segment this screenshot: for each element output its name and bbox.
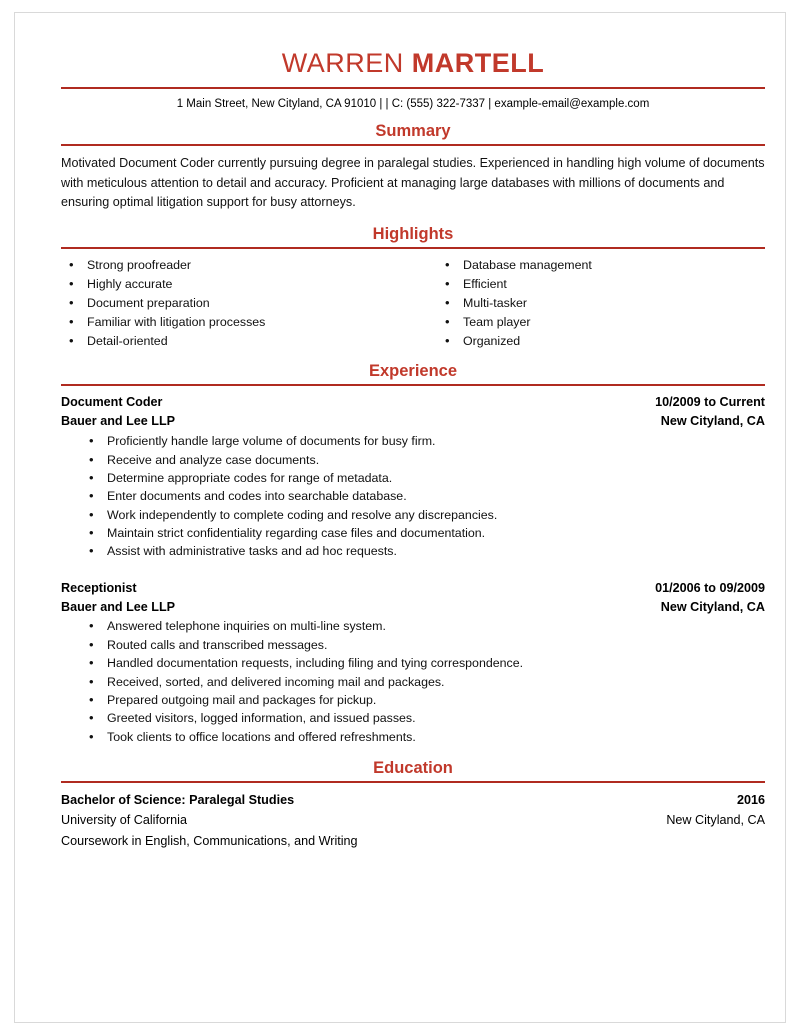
education-degree-label: Bachelor of Science [61,792,182,807]
list-item: • Received, sorted, and delivered incoming mail and packages. [61,674,765,691]
list-item: • Highly accurate [61,276,413,293]
contact-line: 1 Main Street, New Cityland, CA 91010 | | C: (555) 322-7337 | example-email@example.com [176,98,650,111]
section-title-education: Education [373,758,453,777]
resume-content [61,37,765,851]
job-dates: 01/2006 to 09/2009 [655,580,765,595]
job-title: Document Coder [61,395,163,410]
job-location: New Cityland, CA [660,599,765,614]
candidate-last-name: MARTELL [411,48,545,78]
education-spacer [61,747,765,757]
list-item: • Determine appropriate codes for range of metadata. [61,470,765,487]
list-item: • Enter documents and codes into searchable database. [61,488,765,505]
job-company-row [61,412,765,431]
list-item: • Proficiently handle large volume of documents for busy firm. [61,433,765,450]
list-item: • Maintain strict confidentiality regarding case files and documentation. [61,525,765,542]
highlights-right-column [413,257,765,353]
list-item: • Database management [437,257,765,274]
experience-entry [61,572,765,746]
candidate-name [61,37,765,87]
education-degree-field: : Paralegal Studies [181,792,295,807]
education-coursework: Coursework in English, Communications, and Writing [61,833,358,848]
list-item: • Prepared outgoing mail and packages for pickup. [61,692,765,709]
education-location: New Cityland, CA [666,813,765,828]
experience-entry [61,386,765,560]
job-bullet-list [61,616,765,746]
job-dates: 10/2009 to Current [655,395,765,410]
list-item: • Answered telephone inquiries on multi-line system. [61,618,765,635]
job-company: Bauer and Lee LLP [61,599,176,614]
list-item: • Took clients to office locations and offered refreshments. [61,729,765,746]
list-item: • Work independently to complete coding and resolve any discrepancies. [61,507,765,524]
list-item: • Assist with administrative tasks and ad hoc requests. [61,543,765,560]
education-degree-row [61,790,765,810]
job-bullet-list [61,431,765,561]
education-school-row [61,810,765,830]
list-item: • Handled documentation requests, including filing and tying correspondence. [61,655,765,672]
list-item: • Detail-oriented [61,333,413,350]
list-item: • Team player [437,314,765,331]
section-title-experience: Experience [368,362,458,381]
list-item: • Strong proofreader [61,257,413,274]
job-title: Receptionist [61,580,137,595]
education-entry [61,783,765,851]
job-company: Bauer and Lee LLP [61,414,176,429]
highlights-columns [61,249,765,361]
job-company-row [61,598,765,617]
list-item: • Multi-tasker [437,295,765,312]
list-item: • Greeted visitors, logged information, and issued passes. [61,710,765,727]
education-year: 2016 [736,792,765,807]
section-title-summary: Summary [375,122,451,141]
list-item: • Document preparation [61,295,413,312]
candidate-first-name: WARREN [281,48,404,78]
list-item: • Routed calls and transcribed messages. [61,637,765,654]
highlights-right-list [437,257,765,351]
job-title-row [61,579,765,598]
resume-sheet [14,12,786,1023]
highlights-left-column [61,257,413,353]
summary-text: Motivated Document Coder currently pursuing degree in paralegal studies. Experienced in handling high volume of documents with meticulous attention to detail and accuracy. Proficient at managing large databases with millions of documents and ensuring optimal litigation support for busy attorneys. [61,156,765,210]
list-item: • Efficient [437,276,765,293]
list-item: • Organized [437,333,765,350]
highlights-left-list [61,257,413,351]
experience-spacer [61,562,765,572]
list-item: • Familiar with litigation processes [61,314,413,331]
job-title-row [61,393,765,412]
list-item: • Receive and analyze case documents. [61,452,765,469]
job-location: New Cityland, CA [660,414,765,429]
section-title-highlights: Highlights [372,224,454,243]
education-school: University of California [61,813,187,828]
education-degree [61,790,294,810]
